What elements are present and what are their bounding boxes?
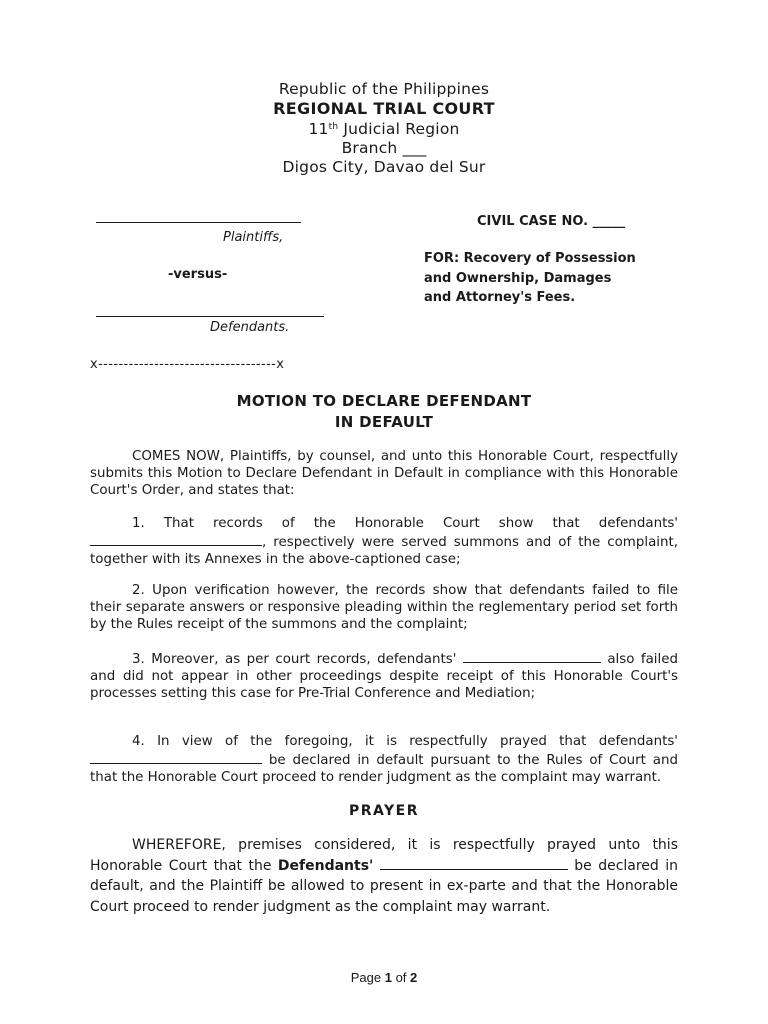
motion-title-line2: IN DEFAULT <box>334 413 434 431</box>
case-subject-line: and Ownership, Damages <box>424 270 612 286</box>
p1-text-b: , respectively were served summons and of the complaint, together with its Annexes in the above-captioned case; <box>90 534 678 567</box>
prayer-paragraph <box>90 835 678 917</box>
caption-separator: x-----------------------------------x <box>90 357 285 372</box>
case-subject-line: FOR: Recovery of Possession <box>424 251 636 266</box>
header-city: Digos City, Davao del Sur <box>282 158 486 176</box>
case-subject <box>424 249 636 308</box>
of-word: of <box>395 970 407 985</box>
intro-text: COMES NOW, Plaintiffs, by counsel, and unto this Honorable Court, respectfully submits this Motion to Declare Defendant in Default in compliance with this Honorable Court's Order, and states that: <box>90 449 678 498</box>
defendants-name-blank <box>90 533 262 546</box>
p1-text-a: 1. That records of the Honorable Court show that defendants' <box>132 516 678 531</box>
defendants-name-blank <box>380 857 568 870</box>
p4-text-a: 4. In view of the foregoing, it is respectfully prayed that defendants' <box>132 734 678 749</box>
page-number <box>0 970 768 985</box>
defendants-name-blank <box>90 751 262 764</box>
paragraph-2 <box>90 583 678 633</box>
header-court-name: REGIONAL TRIAL COURT <box>273 99 495 118</box>
prayer-text-b: be declared in default, and the Plaintiff be allowed to present in ex-parte and that the Honorable Court proceed to render judgment as the complaint may warrant. <box>90 857 679 915</box>
intro-paragraph <box>90 449 678 499</box>
paragraph-1 <box>90 516 678 568</box>
defendants-name-blank <box>463 650 601 663</box>
plaintiffs-blank <box>96 222 301 223</box>
p4-text-b: be declared in default pursuant to the Rules of Court and that the Honorable Court proceed to render judgment as the complaint may warrant. <box>90 752 678 785</box>
prayer-text-a: WHEREFORE, premises considered, it is respectfully prayed unto this Honorable Court that the <box>90 837 678 874</box>
case-subject-line: and Attorney's Fees. <box>424 290 576 305</box>
paragraph-3 <box>90 650 678 702</box>
prayer-heading: PRAYER <box>348 803 420 819</box>
versus-label: -versus- <box>168 267 228 282</box>
motion-title-line1: MOTION TO DECLARE DEFENDANT <box>236 392 532 410</box>
page-word: Page <box>350 970 382 985</box>
civil-case-number: CIVIL CASE NO. _____ <box>477 214 626 229</box>
current-page: 1 <box>384 970 392 985</box>
total-pages: 2 <box>410 970 418 985</box>
defendants-label: Defendants. <box>210 320 290 335</box>
p2-text: 2. Upon verification however, the records show that defendants failed to file their separate answers or responsive pleading within the reglementary period set forth by the Rules receipt of the summons and the complaint; <box>90 583 678 632</box>
plaintiffs-label: Plaintiffs, <box>223 230 284 245</box>
p3-text-b: also failed and did not appear in other proceedings despite receipt of this Honorable Court's processes setting this case for Pre-Trial Conference and Mediation; <box>90 652 678 701</box>
header-judicial-region: 11th Judicial Region <box>308 120 460 138</box>
p3-text-a: 3. Moreover, as per court records, defendants' <box>132 652 457 667</box>
header-branch: Branch ___ <box>341 139 427 157</box>
prayer-defendants-label: Defendants' <box>277 857 374 874</box>
defendants-blank <box>96 316 324 317</box>
paragraph-4 <box>90 734 678 786</box>
header-republic: Republic of the Philippines <box>278 80 490 98</box>
